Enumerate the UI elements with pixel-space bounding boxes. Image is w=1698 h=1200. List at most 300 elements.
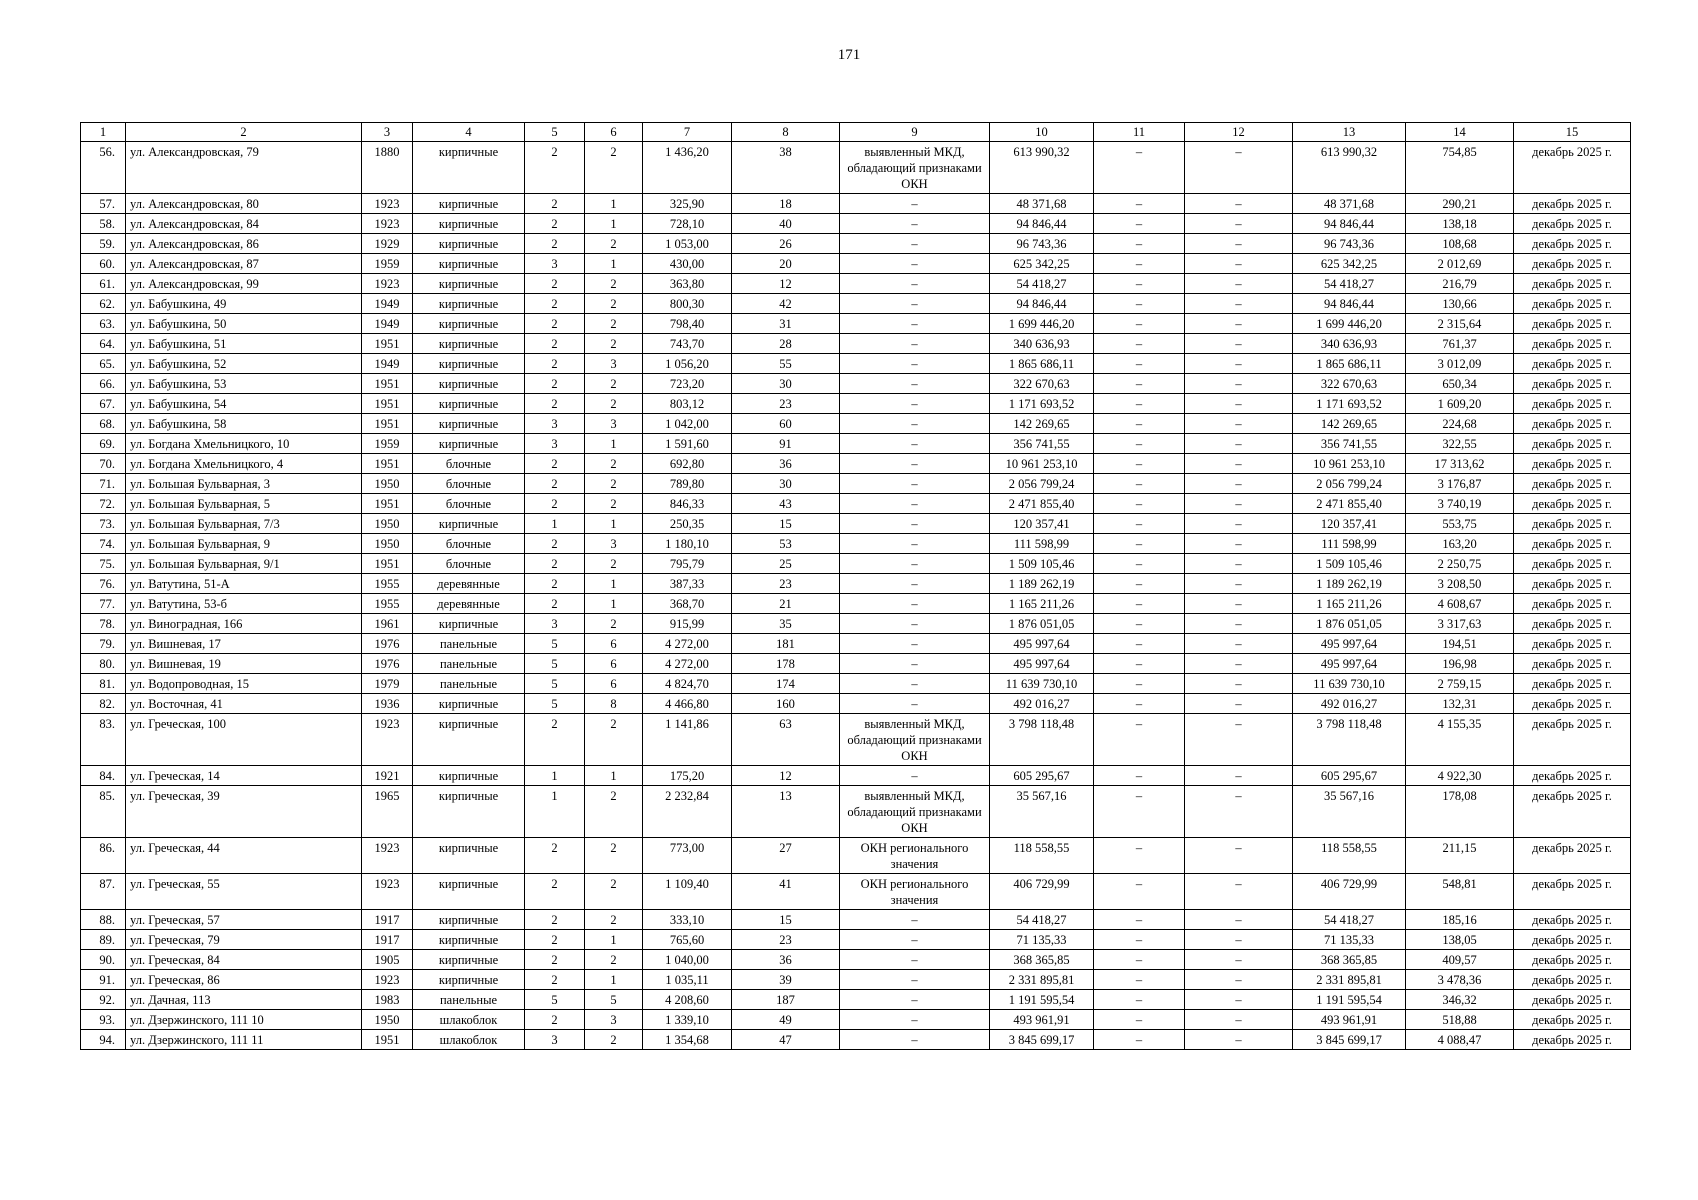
- table-cell: –: [1185, 614, 1293, 634]
- table-cell: –: [840, 454, 990, 474]
- table-cell: 1 165 211,26: [990, 594, 1094, 614]
- table-cell: 5: [525, 674, 585, 694]
- table-cell: 548,81: [1406, 874, 1514, 910]
- table-cell: декабрь 2025 г.: [1514, 654, 1631, 674]
- table-cell: –: [1094, 838, 1185, 874]
- table-cell: 625 342,25: [1293, 254, 1406, 274]
- table-cell: декабрь 2025 г.: [1514, 274, 1631, 294]
- table-cell: 1951: [362, 334, 413, 354]
- table-cell: 803,12: [643, 394, 732, 414]
- table-cell: –: [1185, 950, 1293, 970]
- table-cell: 605 295,67: [990, 766, 1094, 786]
- table-cell: –: [1185, 194, 1293, 214]
- table-cell: 3: [525, 414, 585, 434]
- table-cell: 1 591,60: [643, 434, 732, 454]
- table-cell: 21: [732, 594, 840, 614]
- column-header: 6: [585, 123, 643, 142]
- table-cell: 3 740,19: [1406, 494, 1514, 514]
- table-cell: 1951: [362, 454, 413, 474]
- table-cell: 2: [585, 234, 643, 254]
- table-cell: декабрь 2025 г.: [1514, 314, 1631, 334]
- row-number-cell: 69.: [81, 434, 126, 454]
- table-cell: 1917: [362, 930, 413, 950]
- table-cell: кирпичные: [413, 950, 525, 970]
- table-cell: 120 357,41: [990, 514, 1094, 534]
- column-header: 13: [1293, 123, 1406, 142]
- address-cell: ул. Бабушкина, 53: [126, 374, 362, 394]
- table-cell: –: [1094, 354, 1185, 374]
- table-row: [81, 766, 1631, 786]
- table-cell: 723,20: [643, 374, 732, 394]
- table-cell: 1: [585, 766, 643, 786]
- table-row: [81, 874, 1631, 910]
- table-cell: 160: [732, 694, 840, 714]
- table-cell: 181: [732, 634, 840, 654]
- table-cell: 1917: [362, 910, 413, 930]
- table-cell: декабрь 2025 г.: [1514, 494, 1631, 514]
- table-cell: –: [1094, 394, 1185, 414]
- table-cell: 743,70: [643, 334, 732, 354]
- table-cell: –: [1094, 786, 1185, 838]
- row-number-cell: 81.: [81, 674, 126, 694]
- table-cell: –: [840, 514, 990, 534]
- table-cell: –: [1094, 1030, 1185, 1050]
- table-cell: –: [840, 234, 990, 254]
- table-cell: декабрь 2025 г.: [1514, 838, 1631, 874]
- row-number-cell: 75.: [81, 554, 126, 574]
- table-cell: 492 016,27: [990, 694, 1094, 714]
- table-cell: 1880: [362, 142, 413, 194]
- table-cell: –: [840, 930, 990, 950]
- row-number-cell: 57.: [81, 194, 126, 214]
- table-cell: 1955: [362, 574, 413, 594]
- table-cell: кирпичные: [413, 394, 525, 414]
- address-cell: ул. Бабушкина, 58: [126, 414, 362, 434]
- table-cell: –: [1185, 142, 1293, 194]
- table-cell: 120 357,41: [1293, 514, 1406, 534]
- address-cell: ул. Греческая, 55: [126, 874, 362, 910]
- table-cell: –: [1185, 766, 1293, 786]
- table-cell: –: [840, 950, 990, 970]
- table-cell: 1 609,20: [1406, 394, 1514, 414]
- row-number-cell: 90.: [81, 950, 126, 970]
- address-cell: ул. Бабушкина, 52: [126, 354, 362, 374]
- table-cell: 1: [525, 514, 585, 534]
- table-cell: 94 846,44: [1293, 214, 1406, 234]
- table-cell: 20: [732, 254, 840, 274]
- table-cell: 6: [585, 674, 643, 694]
- table-cell: 2: [525, 334, 585, 354]
- table-cell: 2: [585, 334, 643, 354]
- table-cell: декабрь 2025 г.: [1514, 970, 1631, 990]
- table-cell: декабрь 2025 г.: [1514, 766, 1631, 786]
- table-cell: 1979: [362, 674, 413, 694]
- table-cell: 625 342,25: [990, 254, 1094, 274]
- table-cell: блочные: [413, 474, 525, 494]
- table-cell: –: [840, 314, 990, 334]
- table-cell: 387,33: [643, 574, 732, 594]
- table-row: [81, 534, 1631, 554]
- table-row: [81, 714, 1631, 766]
- table-cell: 5: [525, 634, 585, 654]
- table-cell: –: [1094, 574, 1185, 594]
- table-cell: –: [1185, 634, 1293, 654]
- table-cell: 2: [525, 274, 585, 294]
- table-cell: –: [1185, 694, 1293, 714]
- table-row: [81, 314, 1631, 334]
- row-number-cell: 89.: [81, 930, 126, 950]
- table-cell: 91: [732, 434, 840, 454]
- table-cell: 789,80: [643, 474, 732, 494]
- table-cell: 111 598,99: [1293, 534, 1406, 554]
- table-row: [81, 838, 1631, 874]
- table-cell: 3 478,36: [1406, 970, 1514, 990]
- table-cell: 1923: [362, 274, 413, 294]
- table-cell: –: [840, 194, 990, 214]
- table-cell: 1951: [362, 414, 413, 434]
- table-cell: –: [1094, 1010, 1185, 1030]
- table-cell: декабрь 2025 г.: [1514, 414, 1631, 434]
- table-cell: 1 876 051,05: [1293, 614, 1406, 634]
- table-cell: 3: [585, 414, 643, 434]
- table-cell: кирпичные: [413, 234, 525, 254]
- table-cell: 63: [732, 714, 840, 766]
- row-number-cell: 71.: [81, 474, 126, 494]
- table-cell: 3: [525, 434, 585, 454]
- table-cell: 54 418,27: [1293, 274, 1406, 294]
- table-cell: –: [1185, 1010, 1293, 1030]
- table-cell: 3 012,09: [1406, 354, 1514, 374]
- address-cell: ул. Александровская, 80: [126, 194, 362, 214]
- table-cell: 42: [732, 294, 840, 314]
- table-cell: 1950: [362, 474, 413, 494]
- table-cell: 138,05: [1406, 930, 1514, 950]
- table-cell: –: [1185, 254, 1293, 274]
- table-cell: 1 180,10: [643, 534, 732, 554]
- address-cell: ул. Бабушкина, 50: [126, 314, 362, 334]
- row-number-cell: 65.: [81, 354, 126, 374]
- address-cell: ул. Водопроводная, 15: [126, 674, 362, 694]
- table-cell: 2: [525, 194, 585, 214]
- table-cell: 1 109,40: [643, 874, 732, 910]
- table-cell: 290,21: [1406, 194, 1514, 214]
- address-cell: ул. Бабушкина, 49: [126, 294, 362, 314]
- table-cell: кирпичные: [413, 786, 525, 838]
- table-cell: 798,40: [643, 314, 732, 334]
- table-cell: 15: [732, 910, 840, 930]
- table-cell: 11 639 730,10: [990, 674, 1094, 694]
- table-cell: 368 365,85: [1293, 950, 1406, 970]
- column-header: 2: [126, 123, 362, 142]
- table-cell: 60: [732, 414, 840, 434]
- table-cell: 1950: [362, 1010, 413, 1030]
- table-cell: кирпичные: [413, 930, 525, 950]
- table-cell: 2: [525, 454, 585, 474]
- table-cell: –: [1094, 594, 1185, 614]
- table-cell: декабрь 2025 г.: [1514, 334, 1631, 354]
- table-cell: декабрь 2025 г.: [1514, 950, 1631, 970]
- table-row: [81, 394, 1631, 414]
- table-cell: 518,88: [1406, 1010, 1514, 1030]
- table-cell: 846,33: [643, 494, 732, 514]
- table-cell: 553,75: [1406, 514, 1514, 534]
- table-cell: 1 171 693,52: [1293, 394, 1406, 414]
- table-cell: 2: [525, 970, 585, 990]
- table-cell: 1949: [362, 354, 413, 374]
- table-cell: 613 990,32: [1293, 142, 1406, 194]
- table-cell: 495 997,64: [990, 634, 1094, 654]
- table-cell: 3 176,87: [1406, 474, 1514, 494]
- table-row: [81, 614, 1631, 634]
- table-cell: кирпичные: [413, 142, 525, 194]
- table-cell: 1: [585, 574, 643, 594]
- table-cell: 1 699 446,20: [1293, 314, 1406, 334]
- row-number-cell: 58.: [81, 214, 126, 234]
- table-cell: 2: [525, 494, 585, 514]
- table-cell: 1950: [362, 534, 413, 554]
- table-cell: 493 961,91: [1293, 1010, 1406, 1030]
- table-cell: 2: [525, 594, 585, 614]
- table-cell: 3 798 118,48: [990, 714, 1094, 766]
- table-row: [81, 142, 1631, 194]
- table-cell: декабрь 2025 г.: [1514, 354, 1631, 374]
- table-row: [81, 654, 1631, 674]
- address-cell: ул. Александровская, 86: [126, 234, 362, 254]
- table-cell: –: [1094, 334, 1185, 354]
- table-cell: 2 056 799,24: [990, 474, 1094, 494]
- table-cell: 2: [525, 874, 585, 910]
- row-number-cell: 83.: [81, 714, 126, 766]
- table-cell: –: [1094, 214, 1185, 234]
- table-cell: 1: [525, 786, 585, 838]
- table-row: [81, 334, 1631, 354]
- column-header: 14: [1406, 123, 1514, 142]
- table-row: [81, 674, 1631, 694]
- row-number-cell: 63.: [81, 314, 126, 334]
- table-row: [81, 234, 1631, 254]
- row-number-cell: 74.: [81, 534, 126, 554]
- table-cell: 1923: [362, 874, 413, 910]
- table-cell: выявленный МКД, обладающий признаками ОКН: [840, 714, 990, 766]
- row-number-cell: 68.: [81, 414, 126, 434]
- table-cell: –: [1185, 910, 1293, 930]
- address-cell: ул. Греческая, 84: [126, 950, 362, 970]
- table-cell: 224,68: [1406, 414, 1514, 434]
- table-cell: 43: [732, 494, 840, 514]
- table-cell: –: [1185, 1030, 1293, 1050]
- table-cell: 340 636,93: [990, 334, 1094, 354]
- table-cell: 12: [732, 274, 840, 294]
- table-cell: 3: [525, 614, 585, 634]
- table-cell: декабрь 2025 г.: [1514, 294, 1631, 314]
- table-cell: –: [840, 334, 990, 354]
- table-cell: 2: [525, 950, 585, 970]
- table-cell: 3 845 699,17: [990, 1030, 1094, 1050]
- table-cell: 2 012,69: [1406, 254, 1514, 274]
- address-cell: ул. Александровская, 87: [126, 254, 362, 274]
- table-cell: 1959: [362, 254, 413, 274]
- table-cell: 761,37: [1406, 334, 1514, 354]
- table-cell: 138,18: [1406, 214, 1514, 234]
- table-row: [81, 930, 1631, 950]
- table-cell: кирпичные: [413, 694, 525, 714]
- table-cell: –: [1185, 494, 1293, 514]
- table-cell: 2 331 895,81: [990, 970, 1094, 990]
- table-cell: –: [1185, 674, 1293, 694]
- table-cell: декабрь 2025 г.: [1514, 374, 1631, 394]
- row-number-cell: 93.: [81, 1010, 126, 1030]
- table-cell: –: [1094, 374, 1185, 394]
- table-cell: 915,99: [643, 614, 732, 634]
- address-cell: ул. Большая Бульварная, 9/1: [126, 554, 362, 574]
- table-cell: –: [1094, 654, 1185, 674]
- table-cell: 1905: [362, 950, 413, 970]
- table-cell: 1 165 211,26: [1293, 594, 1406, 614]
- column-header: 12: [1185, 123, 1293, 142]
- table-cell: 1936: [362, 694, 413, 714]
- table-cell: декабрь 2025 г.: [1514, 634, 1631, 654]
- table-cell: 1923: [362, 214, 413, 234]
- table-cell: 2: [525, 394, 585, 414]
- table-cell: 250,35: [643, 514, 732, 534]
- table-cell: 118 558,55: [1293, 838, 1406, 874]
- table-cell: 3 317,63: [1406, 614, 1514, 634]
- table-row: [81, 1010, 1631, 1030]
- table-row: [81, 374, 1631, 394]
- table-cell: –: [840, 1010, 990, 1030]
- table-cell: 2: [585, 474, 643, 494]
- table-cell: 48 371,68: [990, 194, 1094, 214]
- table-row: [81, 474, 1631, 494]
- table-cell: –: [1094, 414, 1185, 434]
- table-cell: –: [1094, 990, 1185, 1010]
- address-cell: ул. Богдана Хмельницкого, 4: [126, 454, 362, 474]
- table-cell: 1976: [362, 634, 413, 654]
- table-cell: 96 743,36: [990, 234, 1094, 254]
- address-cell: ул. Бабушкина, 51: [126, 334, 362, 354]
- table-row: [81, 194, 1631, 214]
- table-cell: 1 171 693,52: [990, 394, 1094, 414]
- table-cell: 4 088,47: [1406, 1030, 1514, 1050]
- table-cell: 2: [525, 234, 585, 254]
- table-cell: –: [1094, 674, 1185, 694]
- table-cell: 31: [732, 314, 840, 334]
- table-row: [81, 414, 1631, 434]
- table-cell: декабрь 2025 г.: [1514, 674, 1631, 694]
- table-cell: 2: [585, 374, 643, 394]
- table-cell: 1923: [362, 194, 413, 214]
- table-cell: 322 670,63: [990, 374, 1094, 394]
- table-cell: 194,51: [1406, 634, 1514, 654]
- row-number-cell: 72.: [81, 494, 126, 514]
- table-cell: –: [1094, 474, 1185, 494]
- table-cell: выявленный МКД, обладающий признаками ОКН: [840, 142, 990, 194]
- table-cell: 4 208,60: [643, 990, 732, 1010]
- address-cell: ул. Большая Бульварная, 7/3: [126, 514, 362, 534]
- table-cell: кирпичные: [413, 374, 525, 394]
- table-cell: –: [1185, 274, 1293, 294]
- row-number-cell: 85.: [81, 786, 126, 838]
- table-cell: кирпичные: [413, 766, 525, 786]
- table-cell: –: [840, 766, 990, 786]
- address-cell: ул. Греческая, 39: [126, 786, 362, 838]
- table-cell: 2: [585, 874, 643, 910]
- table-cell: 2: [525, 930, 585, 950]
- table-cell: –: [840, 434, 990, 454]
- row-number-cell: 91.: [81, 970, 126, 990]
- table-cell: 2: [585, 1030, 643, 1050]
- table-cell: –: [1094, 766, 1185, 786]
- table-cell: –: [1185, 574, 1293, 594]
- table-cell: –: [840, 674, 990, 694]
- table-row: [81, 274, 1631, 294]
- table-cell: 118 558,55: [990, 838, 1094, 874]
- address-cell: ул. Большая Бульварная, 5: [126, 494, 362, 514]
- table-cell: декабрь 2025 г.: [1514, 254, 1631, 274]
- table-cell: –: [1094, 194, 1185, 214]
- table-cell: декабрь 2025 г.: [1514, 786, 1631, 838]
- table-cell: 38: [732, 142, 840, 194]
- row-number-cell: 80.: [81, 654, 126, 674]
- address-cell: ул. Греческая, 100: [126, 714, 362, 766]
- address-cell: ул. Большая Бульварная, 3: [126, 474, 362, 494]
- table-cell: –: [1094, 910, 1185, 930]
- table-cell: 2: [585, 494, 643, 514]
- table-cell: 71 135,33: [1293, 930, 1406, 950]
- table-cell: 26: [732, 234, 840, 254]
- table-cell: 23: [732, 930, 840, 950]
- table-cell: кирпичные: [413, 274, 525, 294]
- table-cell: –: [1094, 874, 1185, 910]
- table-cell: 765,60: [643, 930, 732, 950]
- table-cell: 2 471 855,40: [990, 494, 1094, 514]
- table-cell: 2: [525, 214, 585, 234]
- table-cell: 613 990,32: [990, 142, 1094, 194]
- table-row: [81, 970, 1631, 990]
- table-cell: шлакоблок: [413, 1010, 525, 1030]
- table-cell: 3 845 699,17: [1293, 1030, 1406, 1050]
- table-cell: декабрь 2025 г.: [1514, 234, 1631, 254]
- table-cell: шлакоблок: [413, 1030, 525, 1050]
- table-cell: –: [1185, 474, 1293, 494]
- address-cell: ул. Большая Бульварная, 9: [126, 534, 362, 554]
- table-row: [81, 594, 1631, 614]
- table-cell: –: [1094, 514, 1185, 534]
- table-cell: 692,80: [643, 454, 732, 474]
- table-cell: 728,10: [643, 214, 732, 234]
- table-cell: –: [1094, 970, 1185, 990]
- address-cell: ул. Ватутина, 53-б: [126, 594, 362, 614]
- table-cell: –: [1185, 514, 1293, 534]
- table-cell: деревянные: [413, 574, 525, 594]
- table-row: [81, 434, 1631, 454]
- table-row: [81, 214, 1631, 234]
- row-number-cell: 62.: [81, 294, 126, 314]
- table-cell: 2 232,84: [643, 786, 732, 838]
- table-cell: 2: [525, 534, 585, 554]
- table-cell: 3: [585, 534, 643, 554]
- table-cell: блочные: [413, 494, 525, 514]
- table-cell: 1 053,00: [643, 234, 732, 254]
- row-number-cell: 79.: [81, 634, 126, 654]
- table-cell: кирпичные: [413, 874, 525, 910]
- table-cell: 2 056 799,24: [1293, 474, 1406, 494]
- table-cell: 1923: [362, 714, 413, 766]
- table-cell: –: [1094, 714, 1185, 766]
- table-cell: 1 876 051,05: [990, 614, 1094, 634]
- table-cell: 163,20: [1406, 534, 1514, 554]
- table-cell: 1: [525, 766, 585, 786]
